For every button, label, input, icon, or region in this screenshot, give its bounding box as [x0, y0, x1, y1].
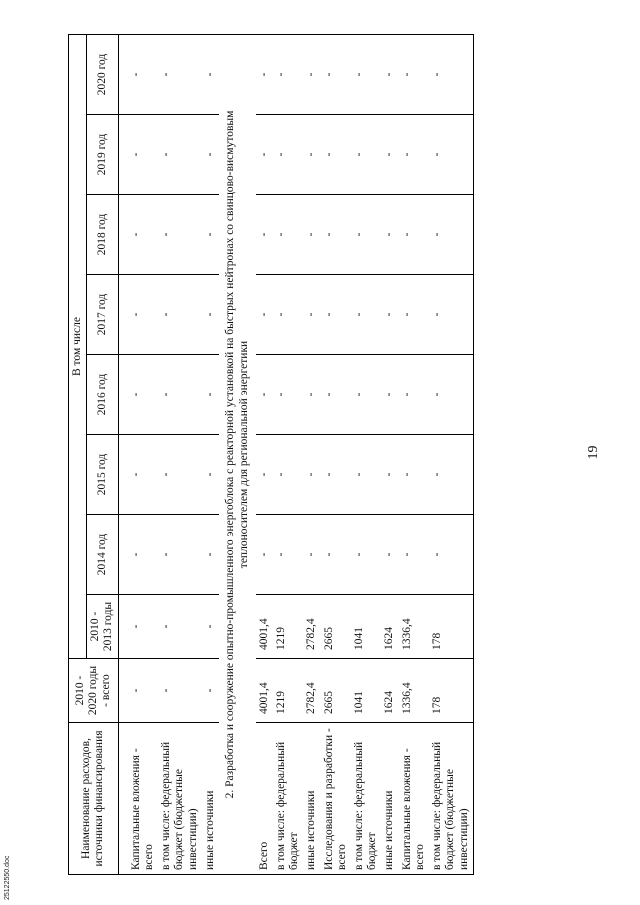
cell-year: -	[303, 115, 320, 195]
cell-year: -	[273, 195, 303, 275]
cell-year: -	[303, 435, 320, 515]
cell-year: -	[429, 115, 473, 195]
section-row	[219, 35, 256, 875]
cell-year: -	[158, 355, 202, 435]
cell-2010-2013: 178	[429, 595, 473, 659]
cell-year: -	[399, 35, 429, 115]
cell-year: -	[399, 275, 429, 355]
cell-2010-2013: 4001,4	[256, 595, 273, 659]
cell-year: -	[399, 515, 429, 595]
cell-year: -	[399, 355, 429, 435]
cell-year: -	[256, 515, 273, 595]
cell-year: -	[429, 195, 473, 275]
cell-year: -	[351, 275, 381, 355]
cell-year: -	[399, 115, 429, 195]
cell-year: -	[202, 355, 219, 435]
header-year: 2016 год	[87, 355, 118, 435]
cell-year: -	[128, 355, 158, 435]
cell-year: -	[158, 115, 202, 195]
cell-year: -	[381, 35, 398, 115]
cell-year: -	[321, 35, 351, 115]
cell-year: -	[202, 435, 219, 515]
cell-year: -	[303, 195, 320, 275]
header-year: 2018 год	[87, 195, 118, 275]
cell-year: -	[351, 195, 381, 275]
cell-year: -	[381, 115, 398, 195]
cell-total: 1219	[273, 659, 303, 723]
cell-year: -	[321, 355, 351, 435]
cell-year: -	[256, 195, 273, 275]
cell-year: -	[202, 35, 219, 115]
cell-2010-2013: 1624	[381, 595, 398, 659]
cell-year: -	[399, 195, 429, 275]
table-row	[429, 35, 473, 875]
table-row	[158, 35, 202, 875]
row-label: Капитальные вложения - всего	[399, 723, 429, 875]
header-year: 2020 год	[87, 35, 118, 115]
table-header	[69, 35, 119, 875]
header-total: 2010 - 2020 годы - всего	[69, 659, 119, 723]
row-label: иные источники	[303, 723, 320, 875]
cell-year: -	[128, 115, 158, 195]
header-year: 2017 год	[87, 275, 118, 355]
header-name: Наименование расходов, источники финансирования	[69, 723, 119, 875]
cell-year: -	[158, 275, 202, 355]
section-title: 2. Разработка и сооружение опытно-промышленного энергоблока с реакторной установкой на быстрых нейтронах со свинцово-висмутовым теплоносителем для региональной энергетики	[219, 35, 256, 875]
cell-year: -	[273, 515, 303, 595]
row-label: иные источники	[202, 723, 219, 875]
cell-2010-2013: 1041	[351, 595, 381, 659]
cell-2010-2013: -	[128, 595, 158, 659]
row-label: Капитальные вложения - всего	[128, 723, 158, 875]
table-row	[321, 35, 351, 875]
row-label: в том числе: федеральный бюджет (бюджетные инвестиции)	[158, 723, 202, 875]
cell-year: -	[429, 35, 473, 115]
cell-year: -	[256, 115, 273, 195]
cell-year: -	[273, 35, 303, 115]
cell-year: -	[273, 115, 303, 195]
cell-year: -	[256, 355, 273, 435]
cell-year: -	[128, 35, 158, 115]
cell-total: 1336,4	[399, 659, 429, 723]
cell-year: -	[381, 515, 398, 595]
cell-total: -	[158, 659, 202, 723]
cell-year: -	[303, 275, 320, 355]
cell-total: -	[128, 659, 158, 723]
cell-year: -	[351, 515, 381, 595]
table-body	[118, 35, 473, 875]
table-row	[381, 35, 398, 875]
row-label: в том числе: федеральный бюджет	[351, 723, 381, 875]
cell-2010-2013: 2782,4	[303, 595, 320, 659]
cell-year: -	[273, 355, 303, 435]
cell-year: -	[256, 275, 273, 355]
header-year: 2014 год	[87, 515, 118, 595]
cell-year: -	[303, 355, 320, 435]
cell-2010-2013: 1336,4	[399, 595, 429, 659]
cell-year: -	[381, 195, 398, 275]
cell-year: -	[303, 35, 320, 115]
cell-2010-2013: 2665	[321, 595, 351, 659]
document-reference: 25122550.doc	[4, 855, 11, 900]
cell-year: -	[351, 115, 381, 195]
cell-year: -	[202, 195, 219, 275]
cell-year: -	[128, 195, 158, 275]
cell-year: -	[351, 435, 381, 515]
table-row	[128, 35, 158, 875]
cell-2010-2013: 1219	[273, 595, 303, 659]
cell-year: -	[158, 435, 202, 515]
row-label: в том числе: федеральный бюджет	[273, 723, 303, 875]
row-label: иные источники	[381, 723, 398, 875]
cell-total: 2665	[321, 659, 351, 723]
cell-year: -	[321, 195, 351, 275]
row-label: Всего	[256, 723, 273, 875]
cell-total: -	[202, 659, 219, 723]
cell-year: -	[381, 275, 398, 355]
cell-year: -	[273, 275, 303, 355]
row-label: в том числе: федеральный бюджет (бюджетные инвестиции)	[429, 723, 473, 875]
cell-year: -	[381, 355, 398, 435]
cell-year: -	[381, 435, 398, 515]
table-row	[273, 35, 303, 875]
cell-year: -	[202, 275, 219, 355]
cell-year: -	[158, 35, 202, 115]
cell-total: 1624	[381, 659, 398, 723]
cell-year: -	[351, 35, 381, 115]
cell-total: 4001,4	[256, 659, 273, 723]
cell-year: -	[202, 115, 219, 195]
cell-2010-2013: -	[158, 595, 202, 659]
cell-total: 178	[429, 659, 473, 723]
cell-total: 1041	[351, 659, 381, 723]
table-row	[303, 35, 320, 875]
cell-year: -	[321, 515, 351, 595]
cell-year: -	[429, 355, 473, 435]
table-row	[256, 35, 273, 875]
financing-table	[68, 34, 474, 875]
cell-2010-2013: -	[202, 595, 219, 659]
cell-year: -	[429, 515, 473, 595]
cell-total: 2782,4	[303, 659, 320, 723]
cell-year: -	[202, 515, 219, 595]
cell-year: -	[273, 435, 303, 515]
cell-year: -	[128, 275, 158, 355]
page-number: 19	[586, 445, 601, 460]
cell-year: -	[158, 515, 202, 595]
header-year: 2019 год	[87, 115, 118, 195]
cell-year: -	[321, 115, 351, 195]
cell-year: -	[321, 275, 351, 355]
row-label: Исследования и разработки - всего	[321, 723, 351, 875]
cell-year: -	[256, 435, 273, 515]
cell-year: -	[128, 515, 158, 595]
cell-year: -	[128, 435, 158, 515]
table-row	[202, 35, 219, 875]
cell-year: -	[303, 515, 320, 595]
table-row	[399, 35, 429, 875]
header-including: В том числе	[69, 35, 87, 659]
cell-year: -	[256, 35, 273, 115]
cell-year: -	[321, 435, 351, 515]
cell-year: -	[429, 435, 473, 515]
cell-year: -	[399, 435, 429, 515]
cell-year: -	[429, 275, 473, 355]
cell-year: -	[351, 355, 381, 435]
header-2010-2013: 2010 - 2013 годы	[87, 595, 118, 659]
cell-year: -	[158, 195, 202, 275]
header-year: 2015 год	[87, 435, 118, 515]
table-row	[351, 35, 381, 875]
